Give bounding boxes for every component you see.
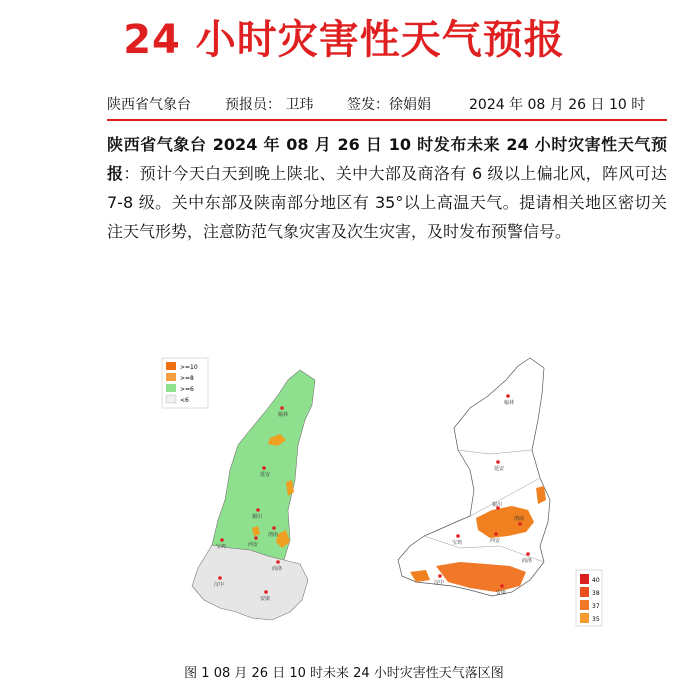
forecast-lead: 陕西省气象台 2024 年 08 月 26 日 10 时发布未来 24 小时灾害性天气预报 [107, 135, 667, 183]
legend-label: 38 [592, 590, 600, 597]
wind-region-green [212, 370, 315, 560]
legend-swatch [580, 613, 589, 623]
temperature-legend [576, 570, 602, 626]
legend-label: <6 [180, 397, 189, 404]
legend-swatch [580, 600, 589, 610]
map-figure [140, 350, 610, 650]
city-label: 榆林 [278, 412, 289, 418]
city-label: 商洛 [272, 566, 283, 572]
city-label: 汉中 [434, 580, 445, 586]
issuer: 签发：徐娟娟 [347, 97, 431, 113]
city-label: 延安 [494, 466, 505, 472]
legend-swatch [166, 395, 176, 403]
legend-label: >=6 [180, 386, 194, 393]
city-label: 宝鸡 [452, 540, 463, 546]
city-label: 宝鸡 [216, 544, 227, 550]
city-label: 西安 [490, 538, 501, 544]
city-label: 榆林 [504, 400, 515, 406]
legend-label: 35 [592, 616, 600, 623]
legend-swatch [166, 373, 176, 381]
city-label: 铜川 [492, 502, 503, 508]
meta-line [107, 94, 667, 116]
city-label: 汉中 [214, 582, 225, 588]
city-label: 铜川 [252, 514, 263, 520]
legend-label: >=8 [180, 375, 194, 382]
agency: 陕西省气象台 [107, 97, 191, 113]
temperature-map [398, 358, 602, 626]
legend-swatch [580, 587, 589, 597]
forecast-paragraph [107, 130, 667, 246]
legend-swatch [166, 362, 176, 370]
city-label: 西安 [248, 542, 259, 548]
page-title: 24 小时灾害性天气预报 [123, 17, 565, 63]
city-label: 安康 [496, 590, 507, 596]
city-label: 渭南 [514, 516, 525, 522]
legend-label: 40 [592, 577, 600, 584]
city-label: 渭南 [268, 532, 279, 538]
legend-swatch [580, 574, 589, 584]
wind-region-grey [192, 545, 308, 620]
city-label: 延安 [260, 472, 271, 478]
issue-datetime: 2024 年 08 月 26 日 10 时 [469, 97, 646, 113]
figure-caption: 图 1 08 月 26 日 10 时未来 24 小时灾害性天气落区图 [184, 666, 504, 681]
wind-legend [162, 358, 208, 408]
city-label: 商洛 [522, 558, 533, 564]
forecast-text: ：预计今天白天到晚上陕北、关中大部及商洛有 6 级以上偏北风，阵风可达 7-8 级。关中东部及陕南部分地区有 35°以上高温天气。提请相关地区密切关注天气形势，注意防范气象灾害及次生灾害，及时发布预警信号。 [107, 164, 667, 241]
wind-map [162, 358, 315, 620]
legend-label: 37 [592, 603, 600, 610]
city-label: 安康 [260, 596, 271, 602]
legend-swatch [166, 384, 176, 392]
forecaster: 预报员： 卫玮 [225, 97, 314, 113]
legend-label: >=10 [180, 364, 198, 371]
header-divider [107, 119, 667, 121]
